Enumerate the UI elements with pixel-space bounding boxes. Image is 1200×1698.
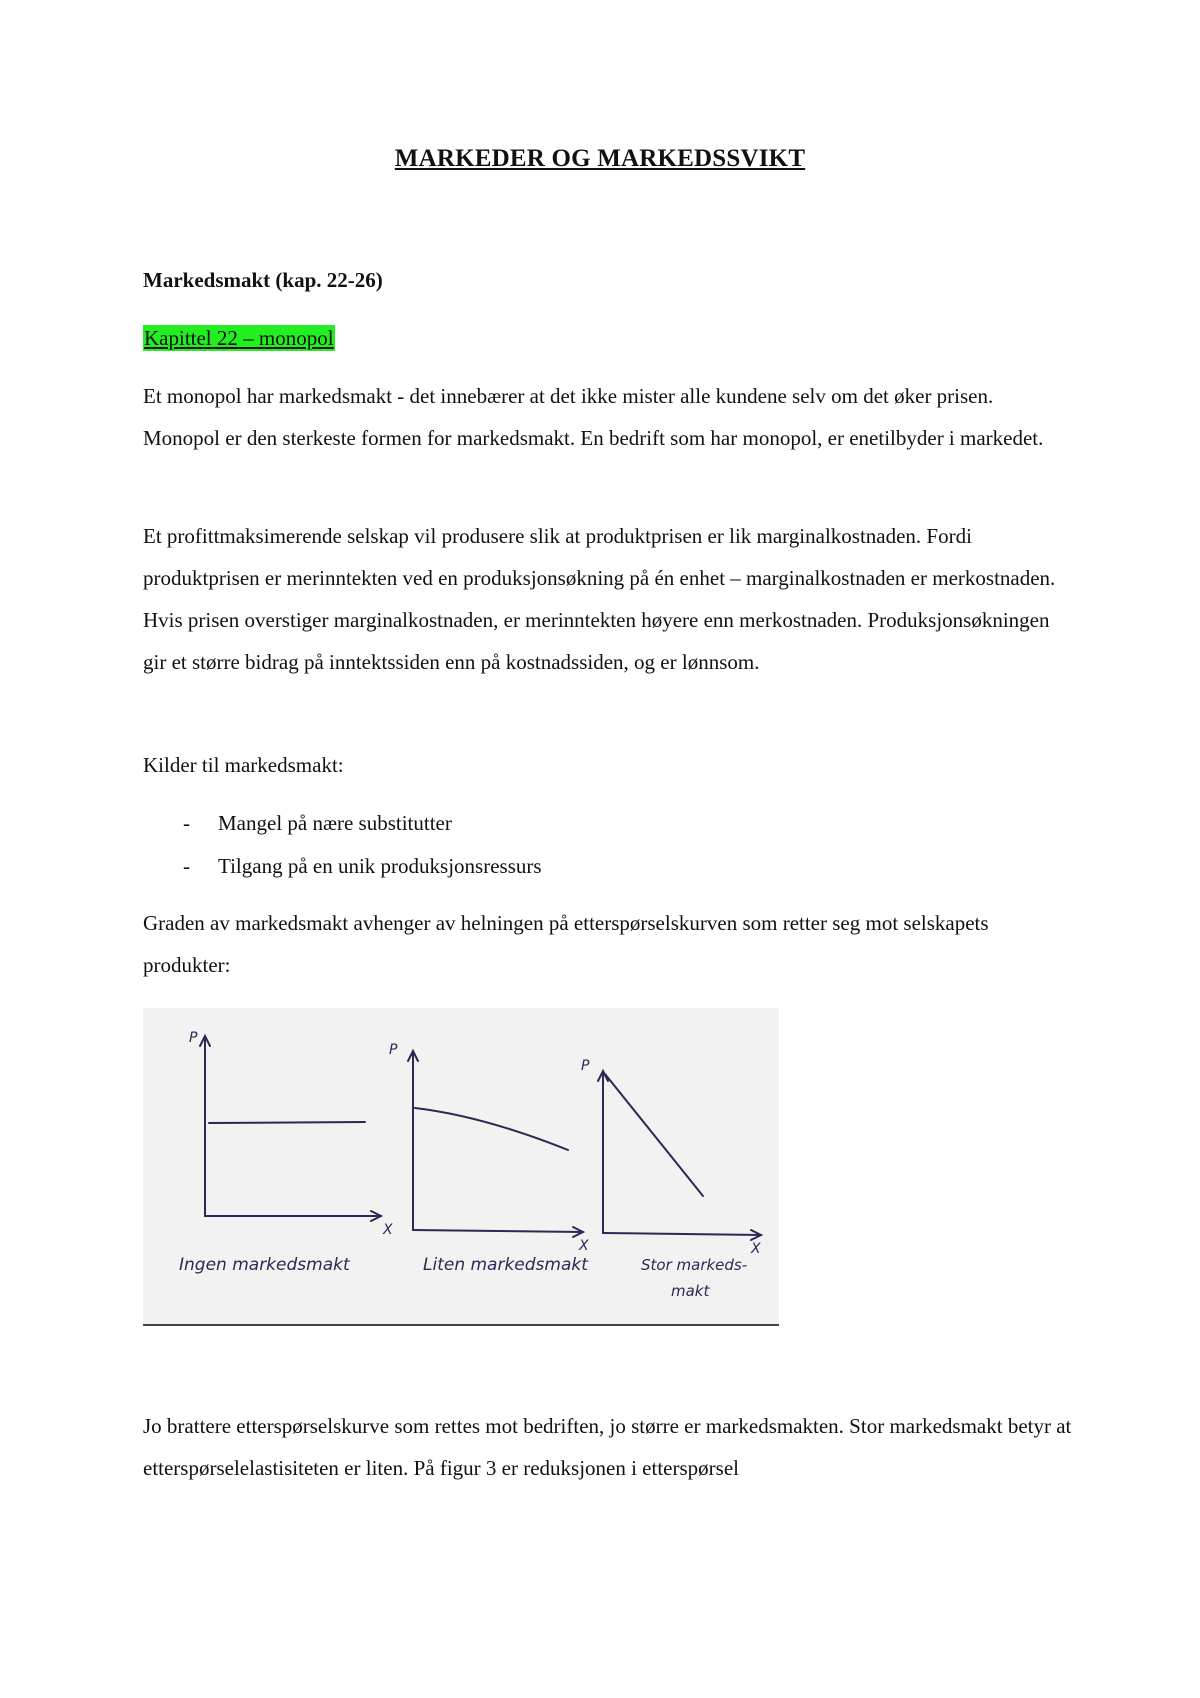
panel3-y-label: P	[581, 1058, 590, 1074]
figure-svg	[143, 1008, 779, 1324]
panel3-caption-line1: Stor markeds-	[641, 1256, 748, 1274]
paragraph-steeper-curve: Jo brattere etterspørselskurve som rettes mot bedriften, jo større er markedsmakten. Stor markedsmakt betyr at etterspørselelastisiteten er liten. På figur 3 er reduksjonen i etterspørsel	[143, 1414, 1072, 1480]
panel1-caption: Ingen markedsmakt	[179, 1255, 350, 1275]
panel-ingen-markedsmakt	[200, 1036, 381, 1221]
panel1-demand-curve	[209, 1122, 365, 1123]
list-item	[143, 802, 542, 845]
paragraph-sources-intro: Kilder til markedsmakt:	[143, 753, 344, 777]
panel2-x-label: X	[579, 1238, 589, 1254]
paragraph-profit-maximizing: Et profittmaksimerende selskap vil produsere slik at produktprisen er lik marginalkostnaden. Fordi produktprisen er merinntekten ved en produksjonsøkning på én enhet – marginalkostnaden er merkostnaden. Hvis prisen overstiger marginalkostnaden, er merinntekten høyere enn merkostnaden. Produksjonsøkningen gir et større bidrag på inntektssiden enn på kostnadssiden, og er lønnsom.	[143, 524, 1056, 674]
panel3-demand-curve	[605, 1074, 703, 1196]
panel-stor-markedsmakt	[598, 1071, 761, 1240]
panel3-x-axis	[603, 1233, 761, 1235]
list-item-text: Tilgang på en unik produksjonsressurs	[218, 854, 542, 878]
sources-list	[143, 802, 542, 888]
panel-liten-markedsmakt	[408, 1051, 583, 1237]
chapter-heading-highlighted: Kapittel 22 – monopol	[144, 326, 334, 350]
document-title: MARKEDER OG MARKEDSSVIKT	[394, 145, 806, 172]
panel2-x-axis	[413, 1230, 583, 1232]
panel3-caption-line2: makt	[671, 1282, 710, 1300]
paragraph-degree-of-power: Graden av markedsmakt avhenger av helningen på etterspørselskurven som retter seg mot selskapets produkter:	[143, 911, 989, 977]
list-item	[143, 845, 542, 888]
panel1-y-label: P	[189, 1030, 198, 1046]
section-heading: Markedsmakt (kap. 22-26)	[143, 268, 383, 292]
hand-drawn-demand-curves-figure	[143, 1008, 779, 1326]
panel3-x-label: X	[751, 1241, 761, 1257]
panel1-x-label: X	[383, 1222, 393, 1238]
panel2-caption: Liten markedsmakt	[423, 1255, 588, 1275]
list-item-text: Mangel på nære substitutter	[218, 811, 452, 835]
panel2-demand-curve	[415, 1108, 568, 1150]
bullet-dash: -	[183, 854, 190, 878]
paragraph-monopol-definition: Et monopol har markedsmakt - det innebærer at det ikke mister alle kundene selv om det øker prisen. Monopol er den sterkeste formen for markedsmakt. En bedrift som har monopol, er enetilbyder i markedet.	[143, 384, 1044, 450]
panel2-y-label: P	[389, 1042, 398, 1058]
bullet-dash: -	[183, 811, 190, 835]
